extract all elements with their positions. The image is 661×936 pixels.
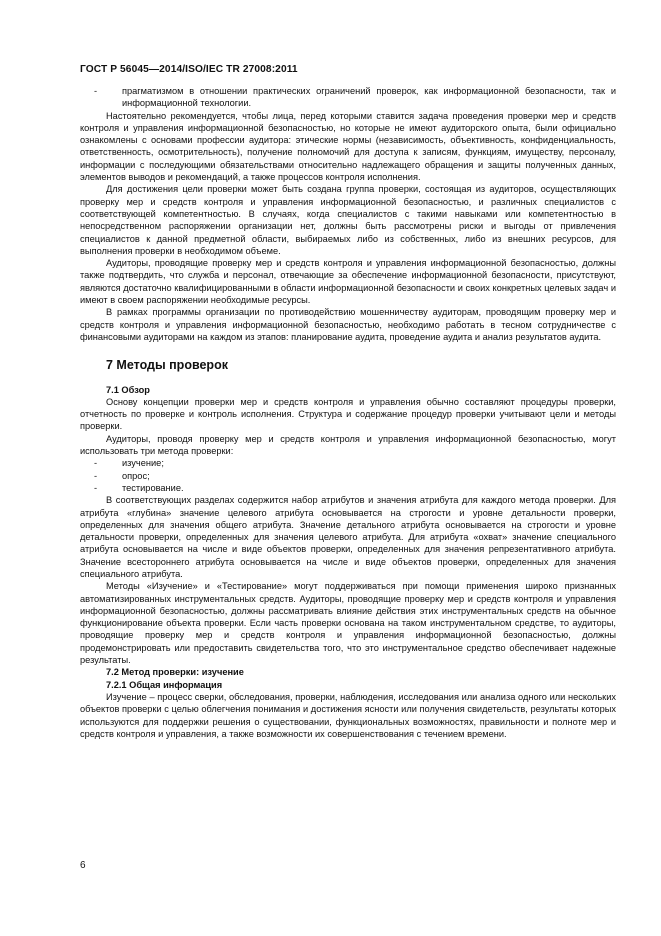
document-header: ГОСТ Р 56045—2014/ISO/IEC TR 27008:2011 xyxy=(80,64,298,75)
list-item-text: тестирование. xyxy=(122,482,184,493)
list-item-text: прагматизмом в отношении практических ограничений проверок, как информационной безопасности, так и информационной технологии. xyxy=(122,86,616,109)
paragraph: Аудиторы, проводя проверку мер и средств контроля и управления информационной безопасностью, могут использовать три метода проверки: xyxy=(80,433,616,457)
paragraph: Настоятельно рекомендуется, чтобы лица, перед которыми ставится задача проведения проверки мер и средств контроля и управления информационной безопасностью, но которые не имеют аудиторского опыта, были официально ознакомлены с основами профессии аудитора: этические нормы (независимость, объективность, конфиденциальность, ответственность, осмотрительность), получение полномочий для доступа к записям, функциям, имуществу, персоналу, информации с последующими обязательствами относительно надлежащего обращения и защиты полученных данных, элементов выводов и рекомендаций, а также процессов контроля исполнения. xyxy=(80,110,616,183)
paragraph: Изучение – процесс сверки, обследования, проверки, наблюдения, исследования или анализа одного или нескольких объектов проверки с целью облегчения понимания и достижения ясности или получения свидетельств, результаты которых используются для поддержки решения о существовании, функциональных возможностях, правильности и полноте мер и средств контроля и управления, а также возможности их совершенствования с течением времени. xyxy=(80,691,616,739)
document-body xyxy=(80,85,616,740)
list-item xyxy=(80,470,616,482)
list-item xyxy=(80,457,616,469)
list-item-text: изучение; xyxy=(122,458,164,469)
paragraph: Аудиторы, проводящие проверку мер и средств контроля и управления информационной безопасностью, должны также подтвердить, что служба и персонал, отвечающие за обеспечение информационной безопасности, присутствуют, являются достаточно квалифицированными в области информационной безопасности и своих конкретных целевых задач и имеют в своем распоряжении необходимые ресурсы. xyxy=(80,258,616,306)
subsubsection-heading: 7.2.1 Общая информация xyxy=(106,679,223,690)
section-heading: 7 Методы проверок xyxy=(106,358,228,373)
paragraph: Для достижения цели проверки может быть создана группа проверки, состоящая из аудиторов, осуществляющих проверку мер и средств контроля и управления информационной безопасностью, и различных специалистов с соответствующей компетентностью. В случаях, когда специалистов с такими навыками или компетентностью в непосредственном распоряжении организации нет, должны быть рассмотрены риски и выгоды от привлечения специалистов к данной предметной области, выбираемых либо из собственных, либо из внешних ресурсов, для выполнения проверки в необходимом объеме. xyxy=(80,184,616,256)
paragraph: В рамках программы организации по противодействию мошенничеству аудиторам, проводящим проверку мер и средств контроля и управления информационной безопасностью, необходимо работать в тесном сотрудничестве с финансовыми аудиторами на каждом из этапов: планирование аудита, проведение аудита и анализ результатов аудита. xyxy=(80,307,616,342)
paragraph: Основу концепции проверки мер и средств контроля и управления обычно составляют процедуры проверки, отчетность по проверке и контроль исполнения. Структура и содержание процедур проверки учитывают цели и методы проверки. xyxy=(80,396,616,432)
list-dash: - xyxy=(94,482,98,493)
list-item-text: опрос; xyxy=(122,470,150,481)
paragraph: В соответствующих разделах содержится набор атрибутов и значения атрибута для каждого метода проверки. Для атрибута «глубина» значение целевого атрибута основывается на строгости и уровне детальности проверки, определенных для значения общего атрибута. Значение детального атрибута основывается на строгости и уровне детальности проверки, определенных для значения целевого атрибута. Для атрибута «охват» значение специального атрибута основывается на числе и виде объектов проверки, определенных для значения репрезентативного атрибута. Значение всестороннего атрибута основывается на числе и виде объектов проверки, определенных для значения специального атрибута. xyxy=(80,495,616,579)
subsection-heading: 7.1 Обзор xyxy=(106,384,150,395)
list-dash: - xyxy=(94,458,98,469)
list-item xyxy=(80,482,616,494)
list-dash: - xyxy=(94,86,98,96)
list-item xyxy=(80,85,616,110)
subsection-heading: 7.2 Метод проверки: изучение xyxy=(106,667,244,678)
list-dash: - xyxy=(94,470,98,481)
paragraph: Методы «Изучение» и «Тестирование» могут поддерживаться при помощи применения широко признанных автоматизированных инструментальных средств. Аудиторы, проводящие проверку мер и средств контроля и управления информационной безопасностью, должны рассматривать влияние действия этих инструментальных средств на обычное функционирование объекта проверки. Если часть проверки основана на таком инструментальном средстве, то аудиторы, проводящие проверку мер и средств контроля и управления информационной безопасностью, должны продемонстрировать или предоставить свидетельства того, что это инструментальное средство обеспечивает надежные результаты. xyxy=(80,581,616,666)
page-number: 6 xyxy=(80,860,86,871)
